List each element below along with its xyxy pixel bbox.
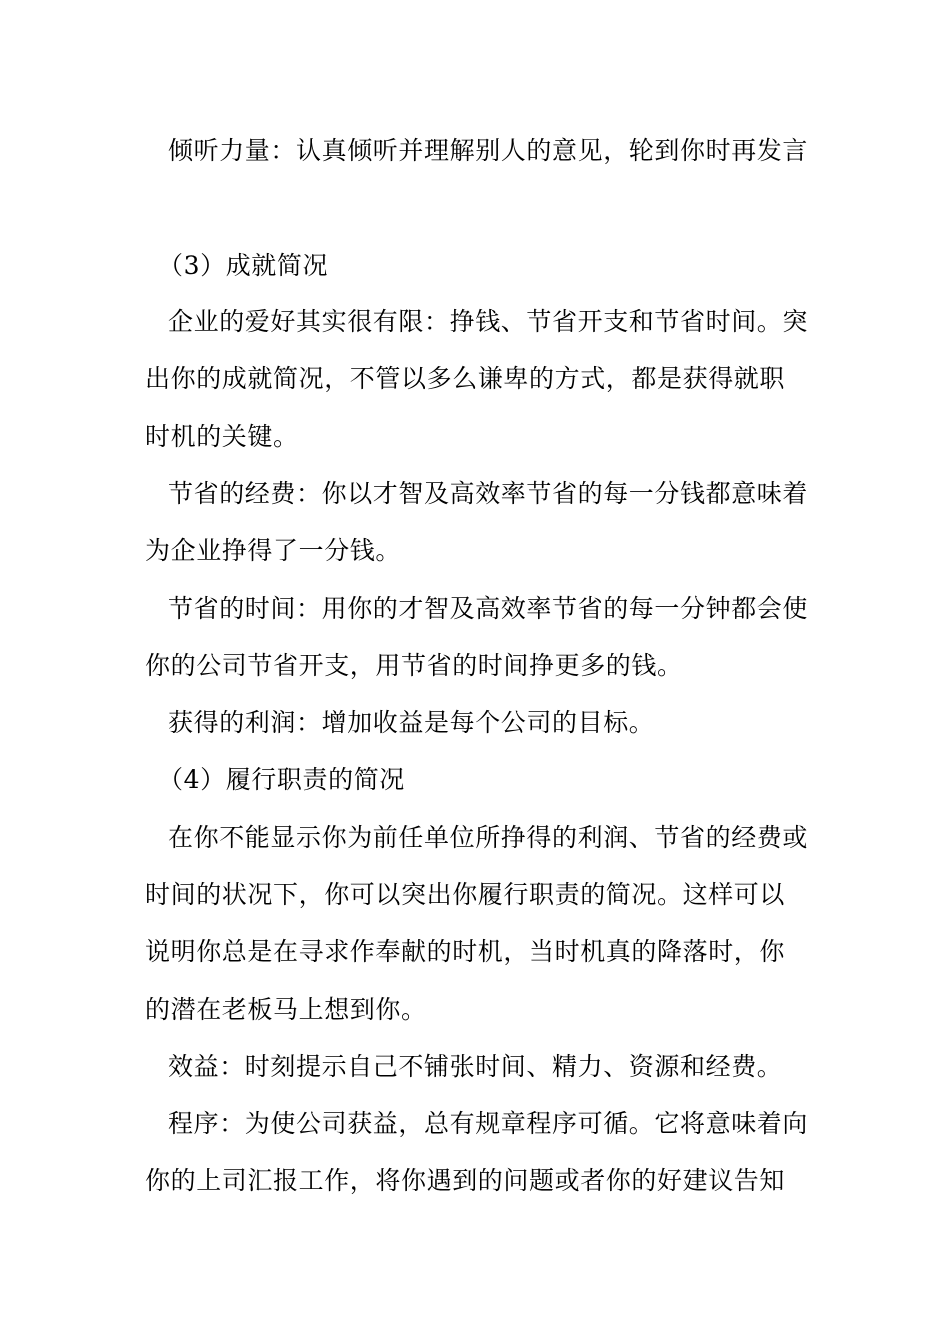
paragraph-line: 你的上司汇报工作，将你遇到的问题或者你的好建议告知: [145, 1166, 786, 1195]
paragraph-line: 你的公司节省开支，用节省的时间挣更多的钱。: [145, 651, 683, 680]
paragraph-line: 时间的状况下，你可以突出你履行职责的简况。这样可以: [145, 880, 786, 909]
paragraph-line: 的潜在老板马上想到你。: [145, 995, 427, 1024]
paragraph-line: 企业的爱好其实很有限：挣钱、节省开支和节省时间。突: [168, 307, 809, 336]
paragraph-listening: 倾听力量：认真倾听并理解别人的意见，轮到你时再发言: [168, 136, 809, 165]
section-heading-achievements: （3）成就简况: [158, 251, 329, 280]
paragraph-line: 在你不能显示你为前任单位所挣得的利润、节省的经费或: [168, 823, 809, 852]
paragraph-line: 程序：为使公司获益，总有规章程序可循。它将意味着向: [168, 1109, 809, 1138]
paragraph-line: 获得的利润：增加收益是每个公司的目标。: [168, 708, 655, 737]
paragraph-line: 说明你总是在寻求作奉献的时机，当时机真的降落时，你: [145, 937, 786, 966]
paragraph-line: 效益：时刻提示自己不铺张时间、精力、资源和经费。: [168, 1052, 783, 1081]
paragraph-line: 出你的成就简况，不管以多么谦卑的方式，都是获得就职: [145, 364, 786, 393]
paragraph-line: 节省的时间：用你的才智及高效率节省的每一分钟都会使: [168, 594, 809, 623]
paragraph-line: 节省的经费：你以才智及高效率节省的每一分钱都意味着: [168, 479, 809, 508]
section-heading-duties: （4）履行职责的简况: [158, 765, 405, 794]
paragraph-line: 时机的关键。: [145, 422, 299, 451]
paragraph-line: 为企业挣得了一分钱。: [145, 536, 402, 565]
